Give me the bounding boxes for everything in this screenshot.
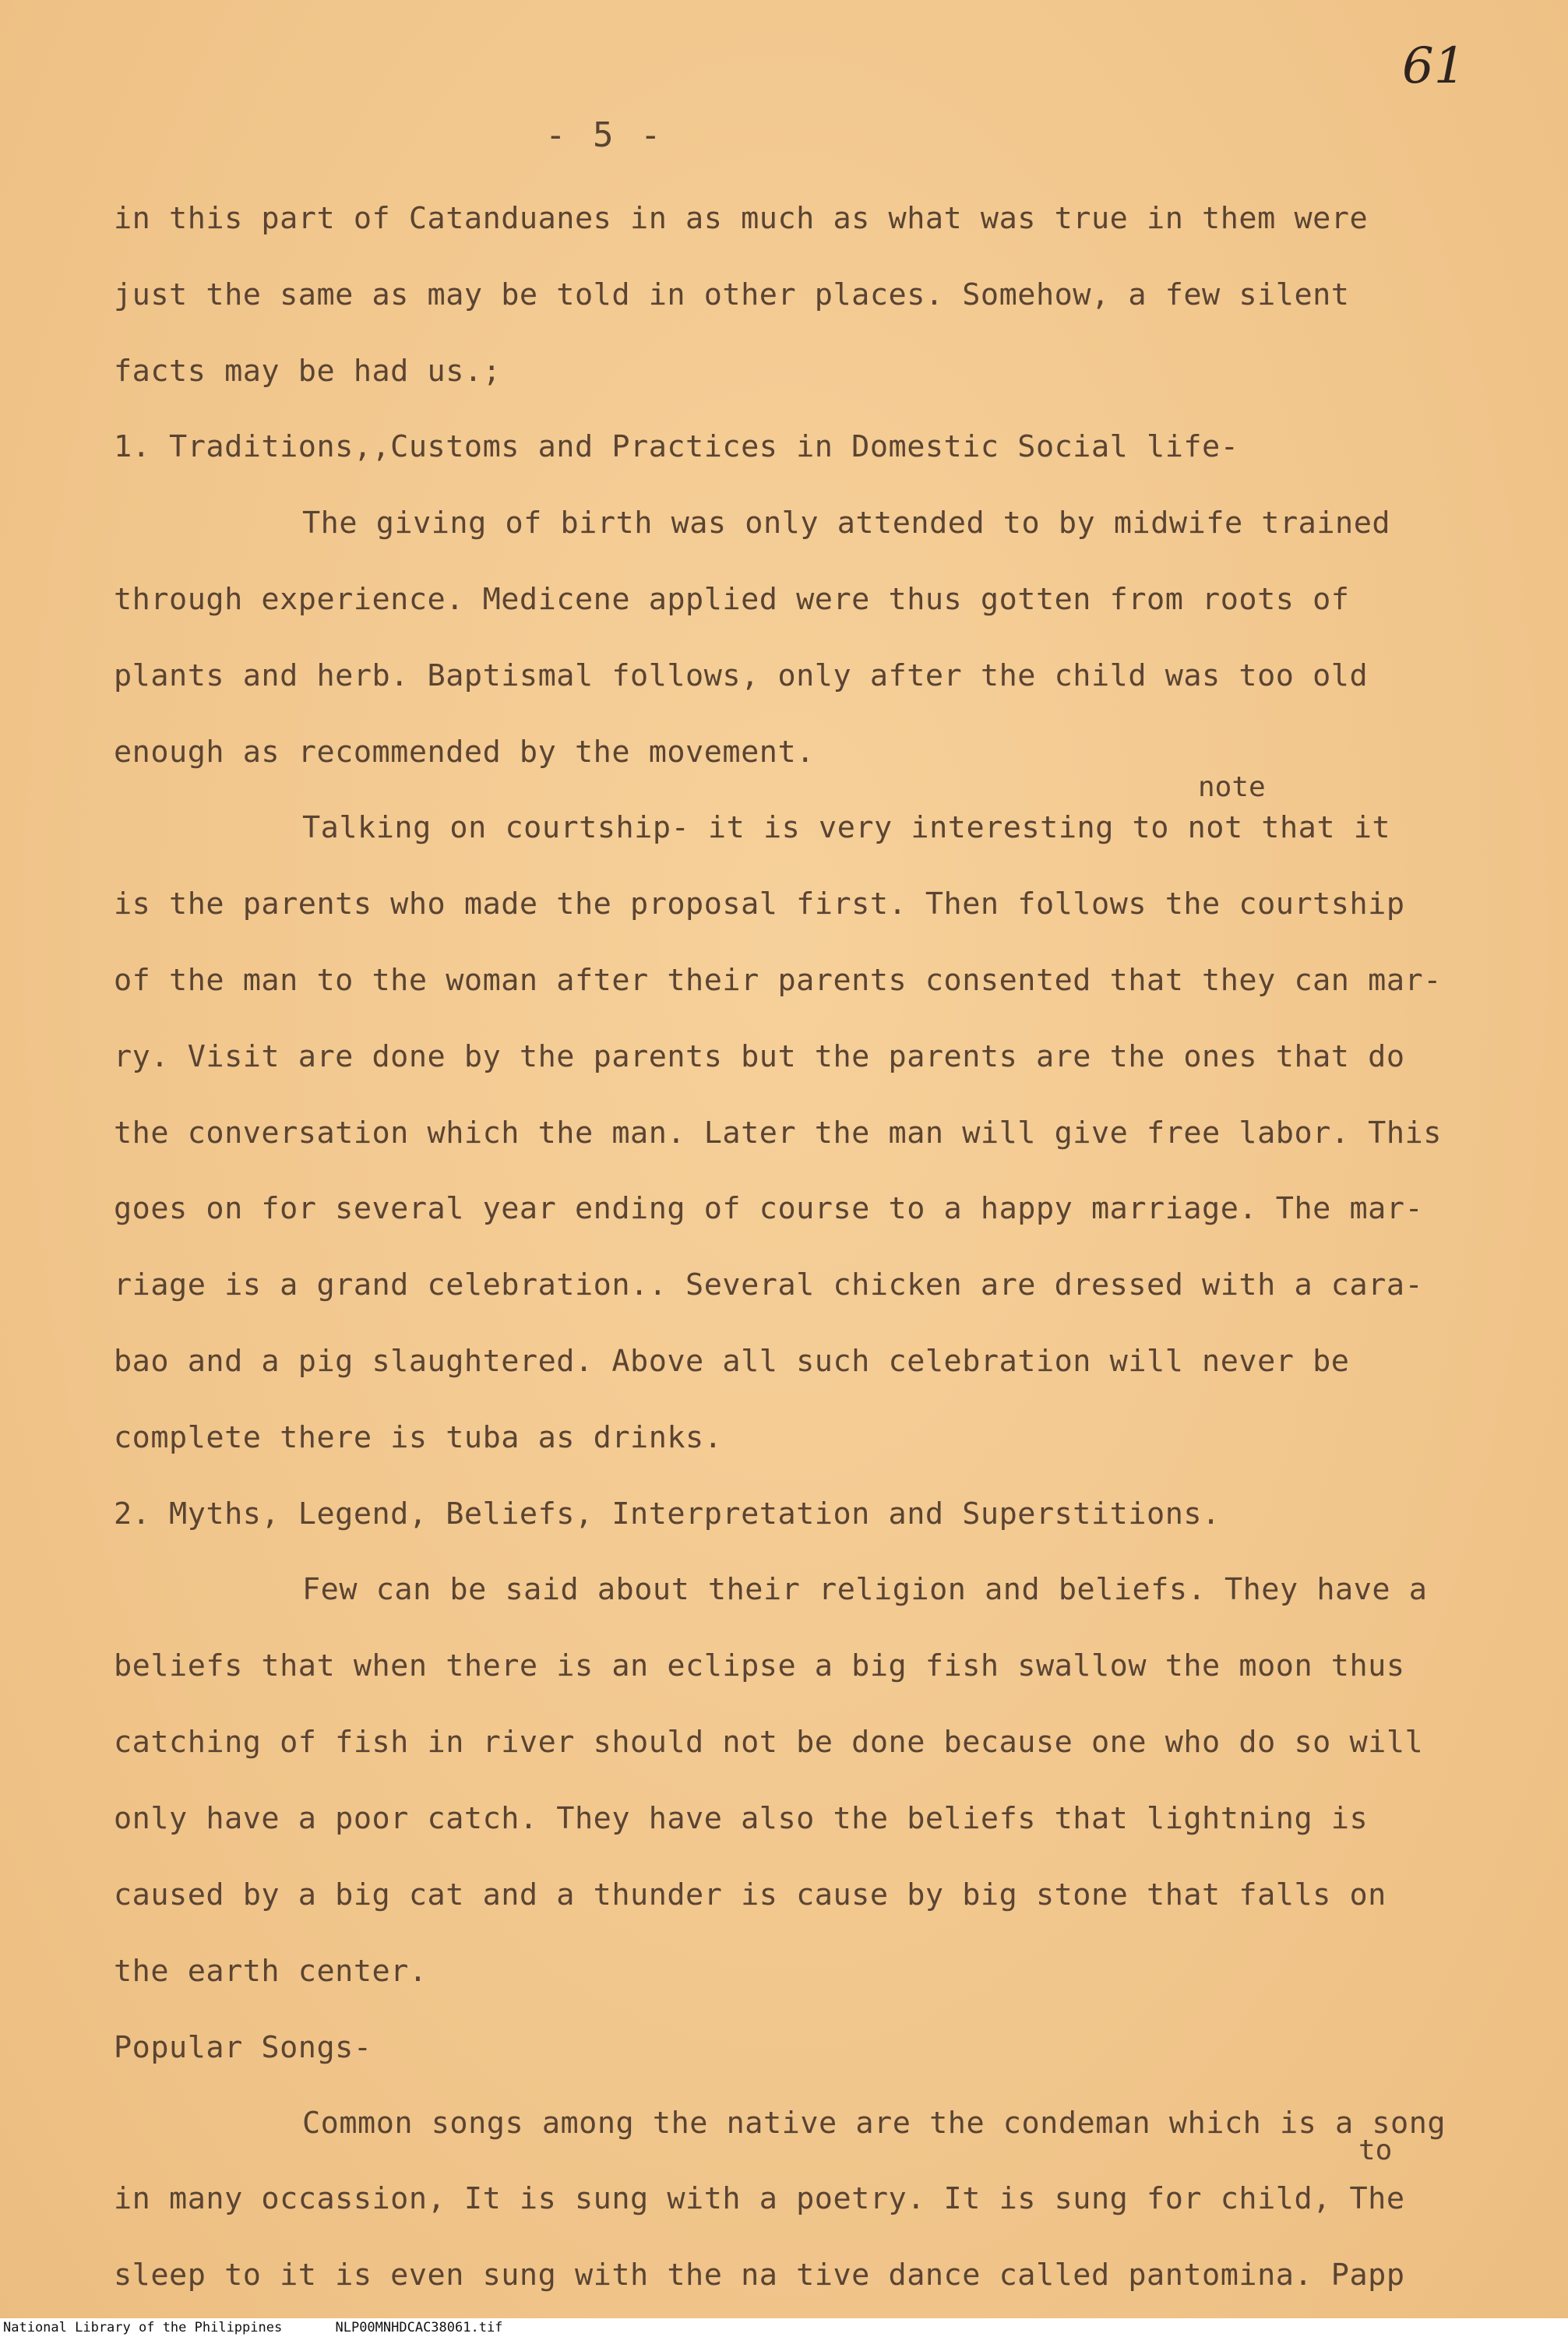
text-line: in this part of Catanduanes in as much as what was true in them were [114,201,1369,236]
text-line: bao and a pig slaughtered. Above all such celebration will never be [114,1344,1350,1379]
text-line: beliefs that when there is an eclipse a big fish swallow the moon thus [114,1648,1405,1683]
text-line: riage is a grand celebration.. Several chicken are dressed with a cara- [114,1267,1424,1302]
text-line: sleep to it is even sung with the na tive dance called pantomina. Papp [114,2258,1405,2293]
section-heading: 2. Myths, Legend, Beliefs, Interpretation and Superstitions. [114,1496,1221,1532]
folio-number: 61 [1402,37,1466,95]
text-line: the earth center. [114,1954,428,1989]
text-line: of the man to the woman after their parents consented that they can mar- [114,963,1442,998]
text-line: Few can be said about their religion and beliefs. They have a [302,1572,1428,1607]
text-line: in many occassion, It is sung with a poetry. It is sung for child, The [114,2181,1405,2216]
section-heading: 1. Traditions,,Customs and Practices in Domestic Social life- [114,429,1239,464]
footer-library: National Library of the Philippines [3,2320,283,2335]
text-line: catching of fish in river should not be done because one who do so will [114,1725,1424,1760]
interlinear-correction: to [1358,2134,1393,2166]
scan-footer [0,2318,1568,2337]
page-number: - 5 - [545,115,664,155]
text-line: plants and herb. Baptismal follows, only after the child was too old [114,658,1369,693]
text-line: Talking on courtship- it is very interesting to not that it [302,810,1391,845]
text-line: the conversation which the man. Later the man will give free labor. This [114,1116,1442,1151]
interlinear-correction: note [1198,771,1266,803]
text-line: just the same as may be told in other places. Somehow, a few silent [114,277,1350,312]
text-line: is the parents who made the proposal first. Then follows the courtship [114,887,1405,922]
text-line: caused by a big cat and a thunder is cause by big stone that falls on [114,1877,1387,1912]
text-line: only have a poor catch. They have also the beliefs that lightning is [114,1801,1369,1836]
text-line: enough as recommended by the movement. [114,735,815,770]
text-line: through experience. Medicene applied were thus gotten from roots of [114,582,1350,617]
footer-filename: NLP00MNHDCAC38061.tif [335,2320,503,2335]
text-line: complete there is tuba as drinks. [114,1420,723,1455]
text-line: facts may be had us.; [114,354,502,389]
section-heading: Popular Songs- [114,2030,372,2065]
text-line: Common songs among the native are the condeman which is a song [302,2106,1446,2141]
text-line: ry. Visit are done by the parents but the parents are the ones that do [114,1039,1405,1074]
text-line: The giving of birth was only attended to by midwife trained [302,506,1391,541]
text-line: goes on for several year ending of course to a happy marriage. The mar- [114,1191,1424,1226]
